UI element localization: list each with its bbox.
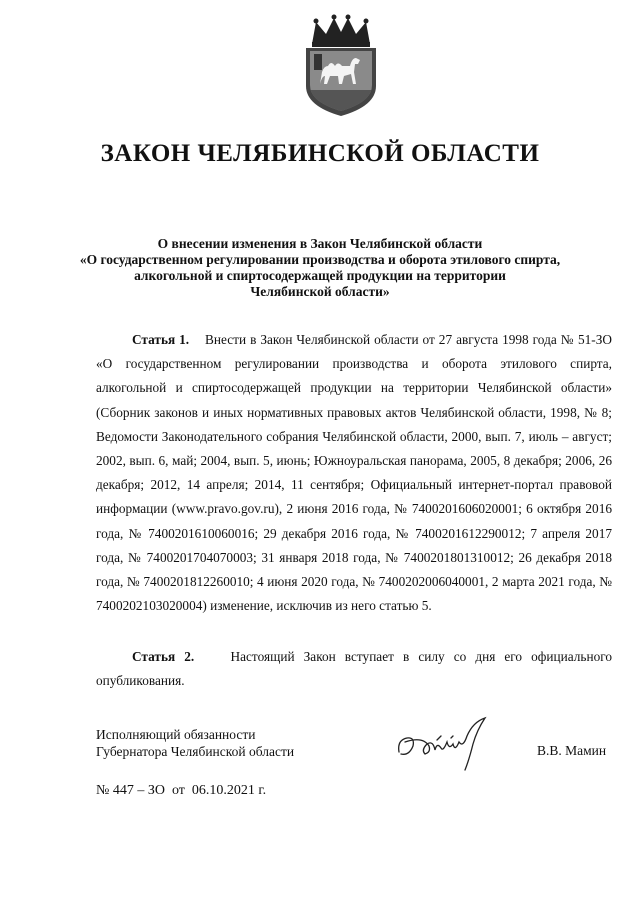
article-1 [96,328,612,618]
article-label: Статья 1. [132,332,190,347]
article-2 [96,645,612,693]
position-line: Губернатора Челябинской области [96,744,295,759]
law-subtitle [0,236,640,300]
subtitle-line: алкогольной и спиртосодержащей продукции на территории [134,268,506,283]
document-title: ЗАКОН ЧЕЛЯБИНСКОЙ ОБЛАСТИ [100,140,540,167]
coat-of-arms-icon [298,14,384,118]
signatory-position [96,726,294,760]
law-number: № 447 – ЗО от 06.10.2021 г. [96,783,267,798]
article-text: Внести в Закон Челябинской области от 27 августа 1998 года № 51-ЗО «О государственном регулировании производства и оборота этилового спирта, алкогольной и спиртосодержащей продукции на территории Челябинской области» (Сборник законов и иных нормативных правовых актов Челябинской области, 1998, № 8; Ведомости Законодательного собрания Челябинской области, 2000, вып. 7, июль – август; 2002, вып. 6, май; 2004, вып. 5, июнь; Южноуральская панорама, 2005, 8 декабря; 2006, 26 декабря; 2012, 14 апреля; 2014, 11 сентября; Официальный интернет-портал правовой информации (www.pravo.gov.ru), 2 июня 2016 года, № 7400201606020001; 6 октября 2016 года, № 7400201610060016; 29 декабря 2016 года, № 7400201612290012; 7 апреля 2017 года, № 7400201704070003; 31 января 2018 года, № 7400201801310012; 26 декабря 2018 года, № 7400201812260010; 4 июня 2020 года, № 7400202006040001, 2 марта 2021 года, № 7400202103020004) изменение, исключив из него статью 5. [96,332,613,614]
position-line: Исполняющий обязанности [96,727,256,742]
subtitle-line: О внесении изменения в Закон Челябинской области [157,236,483,251]
signatory-name: В.В. Мамин [537,743,607,758]
signature-icon [393,712,495,772]
article-text: Настоящий Закон вступает в силу со дня его официального опубликования. [96,649,613,689]
subtitle-line: «О государственном регулировании производства и оборота этилового спирта, [79,252,561,267]
subtitle-line: Челябинской области» [250,284,390,299]
article-label: Статья 2. [132,649,195,664]
